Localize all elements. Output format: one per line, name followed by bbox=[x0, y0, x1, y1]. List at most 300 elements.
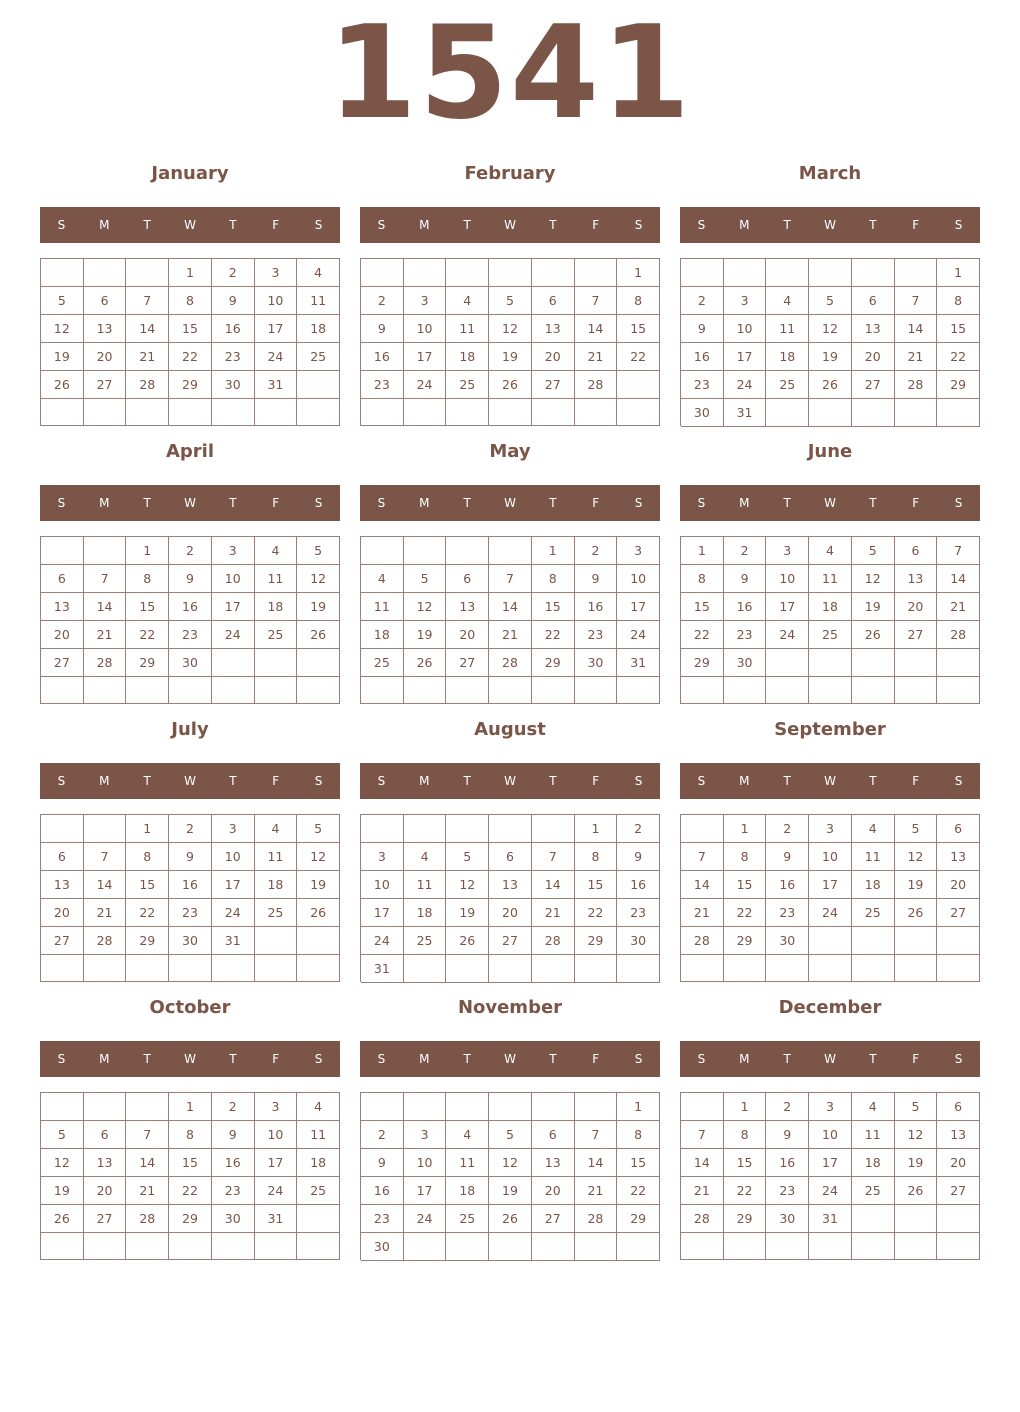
day-cell bbox=[724, 259, 767, 287]
day-cell bbox=[575, 1233, 618, 1261]
day-cell bbox=[169, 677, 212, 704]
day-cell bbox=[895, 649, 938, 677]
day-cell: 11 bbox=[446, 315, 489, 343]
day-cell bbox=[724, 1233, 767, 1260]
day-cell: 9 bbox=[169, 843, 212, 871]
month-april bbox=[40, 440, 340, 710]
day-cell: 21 bbox=[575, 1177, 618, 1205]
day-cell bbox=[809, 677, 852, 704]
day-cell: 22 bbox=[937, 343, 980, 371]
day-cell: 25 bbox=[297, 343, 340, 371]
weekday-label: T bbox=[229, 774, 237, 788]
day-cell: 18 bbox=[809, 593, 852, 621]
weekday-label: F bbox=[272, 774, 280, 788]
day-cell bbox=[255, 955, 298, 982]
day-cell: 23 bbox=[724, 621, 767, 649]
day-cell: 6 bbox=[895, 537, 938, 565]
weekday-label: T bbox=[229, 496, 237, 510]
day-cell: 19 bbox=[41, 343, 84, 371]
day-cell: 26 bbox=[895, 899, 938, 927]
day-cell bbox=[766, 1233, 809, 1260]
day-cell bbox=[361, 1093, 404, 1121]
day-cell: 19 bbox=[489, 1177, 532, 1205]
weekday-label: S bbox=[377, 774, 386, 788]
day-cell bbox=[489, 399, 532, 426]
day-cell: 26 bbox=[404, 649, 447, 677]
day-grid bbox=[40, 536, 340, 704]
day-cell bbox=[852, 677, 895, 704]
day-cell: 16 bbox=[169, 871, 212, 899]
day-cell: 12 bbox=[895, 843, 938, 871]
weekday-label: S bbox=[954, 1052, 963, 1066]
day-cell: 14 bbox=[84, 871, 127, 899]
day-cell: 20 bbox=[937, 871, 980, 899]
day-cell: 10 bbox=[404, 315, 447, 343]
day-cell: 11 bbox=[255, 843, 298, 871]
day-cell bbox=[255, 649, 298, 677]
day-cell: 21 bbox=[532, 899, 575, 927]
day-cell: 28 bbox=[681, 1205, 724, 1233]
day-cell: 6 bbox=[532, 287, 575, 315]
day-cell: 13 bbox=[446, 593, 489, 621]
weekday-label: M bbox=[739, 496, 750, 510]
day-cell bbox=[617, 1233, 660, 1261]
day-cell bbox=[404, 537, 447, 565]
day-cell: 5 bbox=[41, 287, 84, 315]
day-cell: 1 bbox=[169, 259, 212, 287]
day-cell: 30 bbox=[361, 1233, 404, 1261]
day-cell: 8 bbox=[724, 843, 767, 871]
day-cell: 24 bbox=[361, 927, 404, 955]
day-cell bbox=[895, 259, 938, 287]
weekday-header bbox=[360, 485, 660, 521]
day-cell bbox=[575, 259, 618, 287]
day-cell: 13 bbox=[41, 871, 84, 899]
day-cell: 12 bbox=[41, 1149, 84, 1177]
day-cell: 29 bbox=[937, 371, 980, 399]
day-cell: 4 bbox=[297, 259, 340, 287]
day-cell: 13 bbox=[895, 565, 938, 593]
day-cell: 2 bbox=[169, 537, 212, 565]
day-cell: 27 bbox=[446, 649, 489, 677]
day-cell: 26 bbox=[489, 1205, 532, 1233]
day-grid bbox=[360, 814, 660, 982]
day-cell bbox=[937, 927, 980, 955]
day-cell: 4 bbox=[255, 815, 298, 843]
month-name: June bbox=[807, 441, 853, 462]
day-cell: 18 bbox=[404, 899, 447, 927]
day-cell: 8 bbox=[681, 565, 724, 593]
weekday-label: T bbox=[783, 218, 791, 232]
day-cell bbox=[895, 927, 938, 955]
day-cell: 6 bbox=[852, 287, 895, 315]
day-cell bbox=[489, 1093, 532, 1121]
day-cell: 15 bbox=[126, 593, 169, 621]
day-cell: 22 bbox=[681, 621, 724, 649]
weekday-label: F bbox=[592, 218, 600, 232]
weekday-label: W bbox=[504, 774, 516, 788]
day-cell bbox=[84, 259, 127, 287]
day-cell: 13 bbox=[937, 843, 980, 871]
weekday-label: M bbox=[739, 1052, 750, 1066]
day-cell: 29 bbox=[169, 1205, 212, 1233]
day-cell: 14 bbox=[937, 565, 980, 593]
day-cell: 12 bbox=[404, 593, 447, 621]
weekday-label: M bbox=[99, 218, 110, 232]
day-cell bbox=[489, 815, 532, 843]
day-cell: 29 bbox=[617, 1205, 660, 1233]
weekday-label: W bbox=[184, 218, 196, 232]
day-cell: 1 bbox=[617, 1093, 660, 1121]
weekday-label: T bbox=[869, 1052, 877, 1066]
day-cell: 4 bbox=[852, 1093, 895, 1121]
day-cell: 15 bbox=[937, 315, 980, 343]
day-cell: 25 bbox=[255, 621, 298, 649]
weekday-label: F bbox=[912, 218, 920, 232]
day-cell: 3 bbox=[404, 1121, 447, 1149]
day-cell bbox=[212, 677, 255, 704]
day-cell bbox=[255, 927, 298, 955]
day-cell: 7 bbox=[575, 1121, 618, 1149]
day-cell: 28 bbox=[575, 371, 618, 399]
day-cell: 28 bbox=[489, 649, 532, 677]
day-cell bbox=[361, 537, 404, 565]
month-june bbox=[680, 440, 980, 710]
day-cell bbox=[212, 1233, 255, 1260]
day-cell bbox=[84, 1233, 127, 1260]
day-cell: 1 bbox=[617, 259, 660, 287]
day-cell: 27 bbox=[41, 927, 84, 955]
day-cell: 12 bbox=[41, 315, 84, 343]
day-cell: 21 bbox=[681, 1177, 724, 1205]
day-cell: 24 bbox=[766, 621, 809, 649]
day-cell: 16 bbox=[361, 1177, 404, 1205]
day-cell: 9 bbox=[212, 287, 255, 315]
day-cell: 5 bbox=[895, 1093, 938, 1121]
day-cell bbox=[937, 1233, 980, 1260]
day-cell bbox=[809, 259, 852, 287]
day-grid bbox=[40, 814, 340, 982]
day-cell bbox=[895, 1233, 938, 1260]
day-cell: 25 bbox=[446, 371, 489, 399]
day-cell: 8 bbox=[532, 565, 575, 593]
day-cell: 23 bbox=[766, 1177, 809, 1205]
day-cell: 19 bbox=[446, 899, 489, 927]
day-cell: 22 bbox=[169, 1177, 212, 1205]
weekday-label: M bbox=[99, 1052, 110, 1066]
weekday-label: T bbox=[463, 774, 471, 788]
day-cell: 14 bbox=[575, 315, 618, 343]
day-cell: 10 bbox=[404, 1149, 447, 1177]
day-cell: 30 bbox=[766, 1205, 809, 1233]
day-cell bbox=[297, 955, 340, 982]
day-cell: 25 bbox=[361, 649, 404, 677]
day-cell: 29 bbox=[724, 927, 767, 955]
day-cell: 18 bbox=[297, 315, 340, 343]
day-cell: 13 bbox=[84, 315, 127, 343]
day-cell: 10 bbox=[255, 287, 298, 315]
day-cell bbox=[575, 955, 618, 983]
day-cell: 1 bbox=[169, 1093, 212, 1121]
weekday-label: W bbox=[184, 1052, 196, 1066]
day-cell: 25 bbox=[852, 899, 895, 927]
day-cell bbox=[852, 649, 895, 677]
day-cell: 4 bbox=[404, 843, 447, 871]
weekday-header bbox=[40, 763, 340, 799]
day-cell: 24 bbox=[809, 899, 852, 927]
day-cell: 10 bbox=[255, 1121, 298, 1149]
day-cell bbox=[937, 399, 980, 427]
month-october bbox=[40, 996, 340, 1266]
day-cell: 15 bbox=[532, 593, 575, 621]
day-cell: 22 bbox=[126, 899, 169, 927]
day-cell: 7 bbox=[681, 843, 724, 871]
month-august bbox=[360, 718, 660, 988]
day-cell bbox=[937, 649, 980, 677]
day-cell: 20 bbox=[895, 593, 938, 621]
day-cell: 2 bbox=[212, 1093, 255, 1121]
day-cell bbox=[489, 955, 532, 983]
day-cell: 5 bbox=[489, 287, 532, 315]
day-cell: 27 bbox=[489, 927, 532, 955]
day-cell: 8 bbox=[126, 565, 169, 593]
weekday-label: T bbox=[143, 218, 151, 232]
day-cell: 11 bbox=[852, 843, 895, 871]
weekday-header bbox=[680, 1041, 980, 1077]
day-cell: 7 bbox=[126, 287, 169, 315]
day-cell bbox=[681, 259, 724, 287]
weekday-label: T bbox=[463, 218, 471, 232]
day-cell: 1 bbox=[681, 537, 724, 565]
day-cell: 22 bbox=[532, 621, 575, 649]
day-cell: 13 bbox=[84, 1149, 127, 1177]
day-cell: 14 bbox=[681, 871, 724, 899]
day-cell: 15 bbox=[617, 315, 660, 343]
day-cell: 6 bbox=[489, 843, 532, 871]
day-cell: 12 bbox=[895, 1121, 938, 1149]
day-cell: 31 bbox=[809, 1205, 852, 1233]
day-cell: 31 bbox=[255, 371, 298, 399]
day-cell bbox=[532, 815, 575, 843]
month-name: July bbox=[171, 719, 209, 740]
day-cell: 9 bbox=[361, 315, 404, 343]
day-cell bbox=[489, 677, 532, 704]
day-cell: 7 bbox=[126, 1121, 169, 1149]
weekday-label: S bbox=[697, 496, 706, 510]
day-cell: 13 bbox=[532, 1149, 575, 1177]
day-cell: 19 bbox=[297, 871, 340, 899]
day-cell: 28 bbox=[84, 927, 127, 955]
day-cell bbox=[255, 1233, 298, 1260]
weekday-label: S bbox=[954, 496, 963, 510]
day-cell: 1 bbox=[575, 815, 618, 843]
day-cell: 3 bbox=[809, 1093, 852, 1121]
day-cell bbox=[852, 955, 895, 982]
day-cell: 6 bbox=[84, 1121, 127, 1149]
day-cell: 12 bbox=[297, 565, 340, 593]
day-cell: 4 bbox=[446, 287, 489, 315]
day-cell: 13 bbox=[852, 315, 895, 343]
day-cell: 10 bbox=[212, 843, 255, 871]
day-cell: 24 bbox=[212, 621, 255, 649]
day-cell: 27 bbox=[852, 371, 895, 399]
day-cell: 16 bbox=[766, 1149, 809, 1177]
day-cell: 2 bbox=[766, 815, 809, 843]
weekday-header bbox=[40, 207, 340, 243]
day-cell: 27 bbox=[937, 899, 980, 927]
day-cell: 3 bbox=[617, 537, 660, 565]
day-cell: 30 bbox=[212, 1205, 255, 1233]
day-cell bbox=[809, 927, 852, 955]
month-name: April bbox=[165, 441, 215, 462]
day-cell: 21 bbox=[937, 593, 980, 621]
day-cell bbox=[404, 399, 447, 426]
day-cell: 1 bbox=[532, 537, 575, 565]
day-cell: 2 bbox=[766, 1093, 809, 1121]
day-cell: 23 bbox=[212, 343, 255, 371]
weekday-label: S bbox=[954, 218, 963, 232]
day-cell: 23 bbox=[575, 621, 618, 649]
weekday-label: W bbox=[824, 218, 836, 232]
day-cell: 21 bbox=[489, 621, 532, 649]
day-cell: 15 bbox=[169, 315, 212, 343]
day-cell: 31 bbox=[617, 649, 660, 677]
day-cell: 3 bbox=[361, 843, 404, 871]
day-cell: 9 bbox=[617, 843, 660, 871]
day-cell: 17 bbox=[809, 871, 852, 899]
weekday-label: S bbox=[634, 1052, 643, 1066]
day-cell: 8 bbox=[575, 843, 618, 871]
day-cell bbox=[895, 1205, 938, 1233]
day-cell: 13 bbox=[41, 593, 84, 621]
weekday-label: T bbox=[783, 496, 791, 510]
day-cell: 15 bbox=[724, 1149, 767, 1177]
day-cell bbox=[489, 1233, 532, 1261]
day-cell: 9 bbox=[766, 843, 809, 871]
day-cell: 8 bbox=[937, 287, 980, 315]
day-cell: 15 bbox=[169, 1149, 212, 1177]
day-cell: 9 bbox=[361, 1149, 404, 1177]
month-name: November bbox=[457, 997, 563, 1018]
weekday-header bbox=[360, 763, 660, 799]
month-january bbox=[40, 162, 340, 432]
month-september bbox=[680, 718, 980, 988]
day-cell: 7 bbox=[84, 843, 127, 871]
day-cell: 27 bbox=[532, 1205, 575, 1233]
day-cell: 8 bbox=[724, 1121, 767, 1149]
day-cell: 23 bbox=[617, 899, 660, 927]
day-cell: 5 bbox=[489, 1121, 532, 1149]
day-cell: 17 bbox=[361, 899, 404, 927]
day-cell: 19 bbox=[489, 343, 532, 371]
day-cell: 23 bbox=[361, 1205, 404, 1233]
day-cell bbox=[681, 1233, 724, 1260]
day-cell bbox=[446, 815, 489, 843]
day-cell bbox=[681, 1093, 724, 1121]
day-cell: 30 bbox=[617, 927, 660, 955]
day-cell: 26 bbox=[41, 371, 84, 399]
day-cell bbox=[681, 955, 724, 982]
day-cell: 3 bbox=[212, 815, 255, 843]
weekday-label: W bbox=[824, 774, 836, 788]
day-cell: 3 bbox=[809, 815, 852, 843]
day-cell bbox=[361, 259, 404, 287]
day-grid bbox=[360, 1092, 660, 1260]
day-cell: 26 bbox=[446, 927, 489, 955]
day-cell: 7 bbox=[681, 1121, 724, 1149]
day-cell: 2 bbox=[212, 259, 255, 287]
day-cell: 28 bbox=[895, 371, 938, 399]
weekday-label: S bbox=[57, 496, 66, 510]
day-cell: 25 bbox=[404, 927, 447, 955]
day-cell: 10 bbox=[809, 1121, 852, 1149]
day-cell bbox=[255, 399, 298, 426]
day-cell: 17 bbox=[404, 343, 447, 371]
day-cell: 25 bbox=[766, 371, 809, 399]
weekday-label: M bbox=[739, 774, 750, 788]
day-cell bbox=[41, 399, 84, 426]
weekday-label: W bbox=[504, 218, 516, 232]
weekday-label: T bbox=[229, 218, 237, 232]
day-cell bbox=[766, 399, 809, 427]
day-cell: 19 bbox=[852, 593, 895, 621]
day-cell bbox=[766, 955, 809, 982]
day-cell bbox=[766, 259, 809, 287]
month-name: March bbox=[798, 163, 862, 184]
day-cell: 28 bbox=[126, 1205, 169, 1233]
day-cell: 17 bbox=[724, 343, 767, 371]
day-cell: 28 bbox=[681, 927, 724, 955]
month-november bbox=[360, 996, 660, 1266]
day-cell: 29 bbox=[681, 649, 724, 677]
day-cell: 12 bbox=[489, 315, 532, 343]
day-cell bbox=[361, 677, 404, 704]
day-cell: 26 bbox=[297, 899, 340, 927]
day-cell: 24 bbox=[724, 371, 767, 399]
day-cell: 9 bbox=[681, 315, 724, 343]
day-cell: 22 bbox=[169, 343, 212, 371]
weekday-label: F bbox=[912, 774, 920, 788]
day-cell: 21 bbox=[126, 343, 169, 371]
day-cell: 30 bbox=[681, 399, 724, 427]
day-cell: 18 bbox=[446, 1177, 489, 1205]
weekday-label: M bbox=[739, 218, 750, 232]
month-july bbox=[40, 718, 340, 988]
day-cell bbox=[446, 259, 489, 287]
day-cell: 18 bbox=[446, 343, 489, 371]
day-cell: 7 bbox=[489, 565, 532, 593]
weekday-label: S bbox=[314, 496, 323, 510]
day-cell: 20 bbox=[532, 1177, 575, 1205]
day-cell: 11 bbox=[404, 871, 447, 899]
weekday-label: T bbox=[549, 496, 557, 510]
day-cell bbox=[297, 1233, 340, 1260]
day-cell bbox=[84, 1093, 127, 1121]
weekday-header bbox=[360, 1041, 660, 1077]
day-cell: 9 bbox=[724, 565, 767, 593]
day-cell bbox=[575, 1093, 618, 1121]
day-cell: 6 bbox=[84, 287, 127, 315]
weekday-label: F bbox=[912, 1052, 920, 1066]
day-cell: 18 bbox=[766, 343, 809, 371]
day-cell: 19 bbox=[404, 621, 447, 649]
day-cell: 31 bbox=[724, 399, 767, 427]
day-cell: 25 bbox=[809, 621, 852, 649]
day-cell: 21 bbox=[84, 899, 127, 927]
day-cell: 24 bbox=[212, 899, 255, 927]
month-february bbox=[360, 162, 660, 432]
month-name: December bbox=[778, 997, 882, 1018]
